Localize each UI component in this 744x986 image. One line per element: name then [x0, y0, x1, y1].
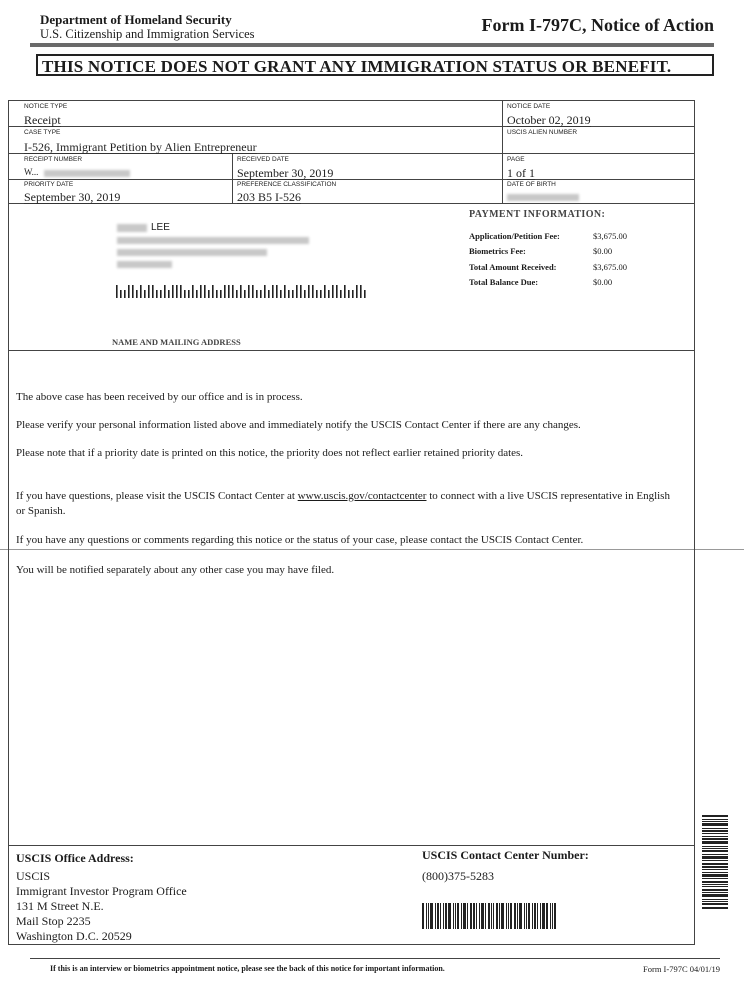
- payment-title: PAYMENT INFORMATION:: [469, 209, 606, 220]
- office-title: USCIS Office Address:: [16, 851, 134, 865]
- redaction: [507, 194, 579, 201]
- contact-center-link[interactable]: www.uscis.gov/contactcenter: [297, 490, 427, 502]
- dob-label: DATE OF BIRTH: [507, 181, 556, 188]
- notice-type-value: Receipt: [24, 113, 61, 127]
- received-date-label: RECEIVED DATE: [237, 156, 289, 163]
- case-type-value: I-526, Immigrant Petition by Alien Entrepreneur: [24, 140, 257, 154]
- priority-date-label: PRIORITY DATE: [24, 181, 74, 188]
- receipt-number-label: RECEIPT NUMBER: [24, 156, 83, 163]
- office-line: Washington D.C. 20529: [16, 929, 132, 943]
- body-paragraph: You will be notified separately about any other case you may have filed.: [16, 564, 335, 576]
- divider: [8, 845, 695, 846]
- form-title: Form I-797C, Notice of Action: [481, 15, 714, 35]
- received-date-value: September 30, 2019: [237, 166, 334, 180]
- alien-number-label: USCIS ALIEN NUMBER: [507, 129, 578, 136]
- case-type-label: CASE TYPE: [24, 129, 61, 136]
- body-paragraph: Please verify your personal information listed above and immediately notify the USCIS Contact Center if there are any changes.: [16, 419, 581, 431]
- notice-type-label: NOTICE TYPE: [24, 103, 68, 110]
- body-paragraph: Please note that if a priority date is printed on this notice, the priority does not reflect earlier retained priority dates.: [16, 447, 524, 459]
- header-rule: [30, 43, 714, 47]
- page-value: 1 of 1: [507, 166, 535, 180]
- priority-date-value: September 30, 2019: [24, 190, 121, 204]
- side-barcode: [702, 815, 728, 911]
- office-line: Immigrant Investor Program Office: [16, 884, 187, 898]
- footer-rule: [30, 958, 720, 959]
- payment-label: Application/Petition Fee:: [469, 231, 560, 241]
- divider: [502, 100, 503, 203]
- footer-note: If this is an interview or biometrics appointment notice, please see the back of this notice for important information.: [50, 964, 445, 973]
- payment-amount: $0.00: [593, 246, 613, 256]
- postal-barcode: [116, 285, 371, 299]
- payment-label: Biometrics Fee:: [469, 246, 526, 256]
- redaction: [117, 249, 267, 256]
- divider: [8, 350, 695, 351]
- redaction: [117, 224, 147, 232]
- agency-name: Department of Homeland Security: [40, 12, 232, 27]
- divider: [8, 179, 695, 180]
- body-paragraph: If you have questions, please visit the USCIS Contact Center at www.uscis.gov/contactcenter to connect with a live USCIS representative in English or Spanish.: [16, 490, 670, 517]
- page-label: PAGE: [507, 156, 525, 163]
- body-paragraph: If you have any questions or comments regarding this notice or the status of your case, please contact the USCIS Contact Center.: [16, 534, 584, 546]
- divider: [8, 126, 502, 127]
- redaction: [117, 237, 309, 244]
- notice-banner: THIS NOTICE DOES NOT GRANT ANY IMMIGRATION STATUS OR BENEFIT.: [36, 54, 714, 76]
- address-label: NAME AND MAILING ADDRESS: [112, 337, 241, 347]
- office-line: Mail Stop 2235: [16, 914, 91, 928]
- office-line: USCIS: [16, 869, 51, 883]
- contact-phone: (800)375-5283: [422, 869, 494, 883]
- sub-agency-name: U.S. Citizenship and Immigration Services: [40, 27, 255, 41]
- redaction: [44, 170, 130, 177]
- notice-date-value: October 02, 2019: [507, 113, 591, 127]
- body-paragraph: The above case has been received by our office and is in process.: [16, 391, 303, 403]
- divider: [232, 153, 233, 203]
- receipt-number-value: W...: [24, 167, 39, 177]
- payment-amount: $3,675.00: [593, 262, 627, 272]
- payment-label: Total Balance Due:: [469, 277, 539, 287]
- redaction: [117, 261, 172, 268]
- preference-label: PREFERENCE CLASSIFICATION: [237, 181, 337, 188]
- addressee-name: LEE: [151, 222, 170, 233]
- footer-form-id: Form I-797C 04/01/19: [643, 964, 720, 974]
- payment-amount: $0.00: [593, 277, 613, 287]
- notice-frame: [8, 100, 695, 945]
- notice-date-label: NOTICE DATE: [507, 103, 551, 110]
- preference-value: 203 B5 I-526: [237, 190, 301, 204]
- contact-title: USCIS Contact Center Number:: [422, 848, 589, 862]
- office-line: 131 M Street N.E.: [16, 899, 104, 913]
- payment-amount: $3,675.00: [593, 231, 627, 241]
- receipt-barcode: [422, 903, 560, 929]
- payment-label: Total Amount Received:: [469, 262, 557, 272]
